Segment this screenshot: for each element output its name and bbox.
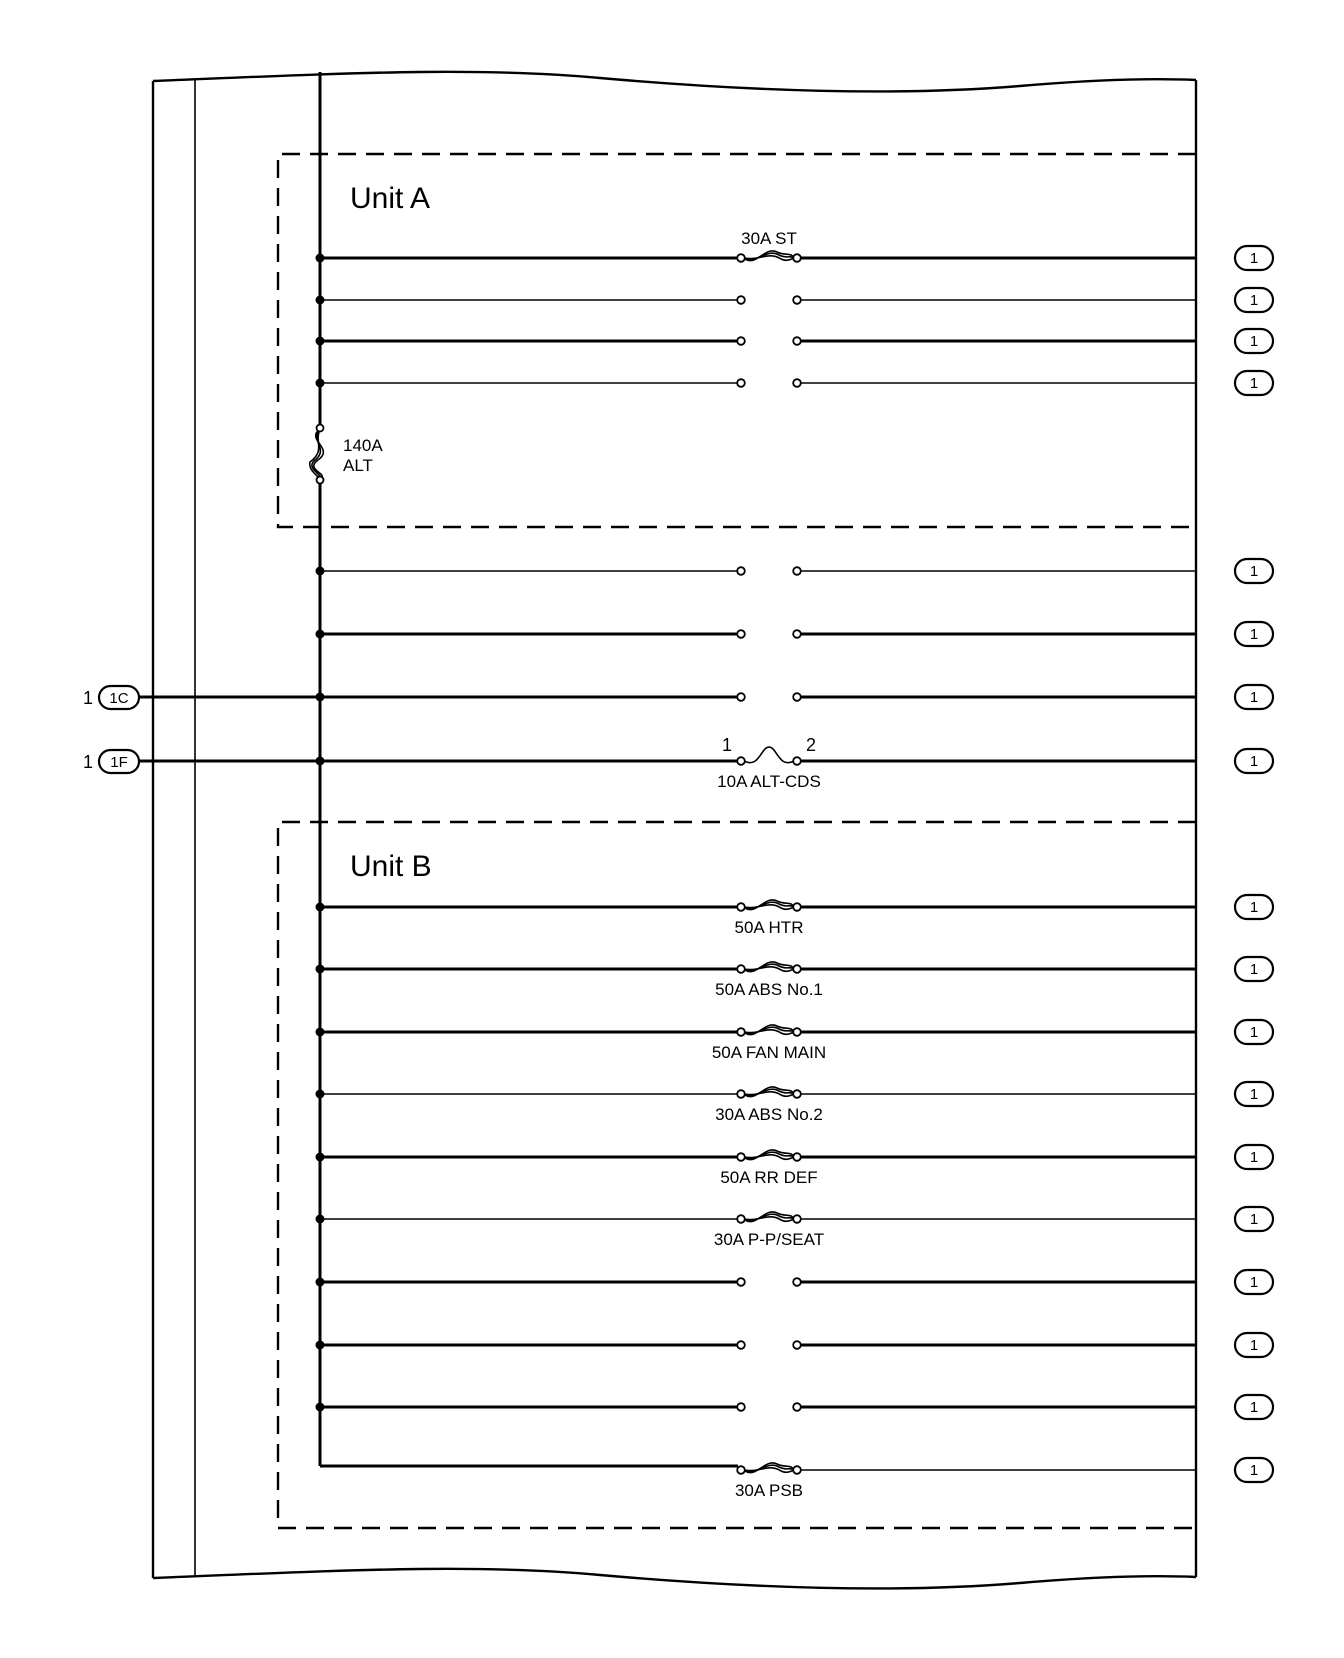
circuit-row: [316, 685, 1274, 709]
open-terminal: [793, 1278, 801, 1286]
open-terminal: [737, 1278, 745, 1286]
fusible-link: [744, 251, 794, 261]
unit-a-label: Unit A: [350, 182, 431, 215]
bus-junction: [316, 379, 325, 388]
circuit-row: [316, 735, 1274, 791]
open-terminal: [793, 1403, 801, 1411]
right-connector: [1235, 895, 1273, 919]
right-connector: [1235, 1458, 1273, 1482]
fuse-terminal: [793, 1466, 801, 1474]
circuit-row: [316, 1082, 1274, 1124]
right-connector-pin: 1: [1249, 1149, 1259, 1166]
open-terminal: [793, 1341, 801, 1349]
right-connector: [1235, 622, 1273, 646]
open-terminal: [737, 567, 745, 575]
right-connector-pin: 1: [1249, 961, 1259, 978]
fuse-label: 30A PSB: [734, 1481, 804, 1500]
fuse-terminal: [737, 965, 745, 973]
fuse-pin-right: 2: [806, 735, 817, 755]
open-terminal: [793, 630, 801, 638]
right-connector-pin: 1: [1249, 333, 1259, 350]
fusible-link: [744, 962, 794, 972]
fusible-link: [744, 1212, 794, 1222]
circuit-row: [316, 559, 1274, 583]
bus-junction: [316, 296, 325, 305]
right-connector: [1235, 288, 1273, 312]
fuse-terminal: [793, 1028, 801, 1036]
fusible-link: [744, 1025, 794, 1035]
right-connector-pin: 1: [1249, 626, 1259, 643]
right-connector-pin: 1: [1249, 899, 1259, 916]
left-connector-code: 1C: [109, 690, 129, 707]
fuse-terminal: [737, 1153, 745, 1161]
right-connector: [1235, 1333, 1273, 1357]
right-connector: [1235, 1270, 1273, 1294]
alt-fuse-rating: 140A: [343, 436, 383, 455]
fuse-terminal: [793, 1153, 801, 1161]
right-connector-pin: 1: [1249, 1274, 1259, 1291]
open-terminal: [793, 379, 801, 387]
open-terminal: [737, 296, 745, 304]
circuit-row: [316, 1020, 1274, 1062]
fuse-terminal: [737, 1466, 745, 1474]
fuse-label: 10A ALT-CDS: [717, 772, 821, 791]
right-connector: [1235, 749, 1273, 773]
right-connector: [1235, 1082, 1273, 1106]
bus-junction: [316, 965, 325, 974]
open-terminal: [793, 337, 801, 345]
circuit-row: [316, 229, 1274, 270]
right-connector: [1235, 1207, 1273, 1231]
circuit-row: [316, 895, 1274, 937]
circuit-row: [735, 1458, 1273, 1500]
circuit-row: [316, 371, 1274, 395]
fuse-label: 50A HTR: [734, 918, 804, 937]
right-connector-pin: 1: [1249, 375, 1259, 392]
open-terminal: [793, 567, 801, 575]
circuit-row: [316, 622, 1274, 646]
alt-fuse-name: ALT: [343, 456, 373, 475]
right-connector: [1235, 1145, 1273, 1169]
open-terminal: [737, 693, 745, 701]
open-terminal: [737, 630, 745, 638]
bus-junction: [316, 1278, 325, 1287]
circuit-row: [316, 1207, 1274, 1249]
right-connector-pin: 1: [1249, 250, 1259, 267]
fuse-terminal: [737, 254, 745, 262]
bus-junction: [316, 567, 325, 576]
sheet-frame-top: [153, 72, 1196, 92]
right-connector: [1235, 1395, 1273, 1419]
bus-junction: [316, 903, 325, 912]
circuit-row: [316, 1270, 1274, 1294]
right-connector: [1235, 246, 1273, 270]
fuse-label: 50A RR DEF: [720, 1168, 818, 1187]
fuse-label: 30A ABS No.2: [715, 1105, 823, 1124]
right-connector: [1235, 957, 1273, 981]
circuit-row: [316, 288, 1274, 312]
fuse-terminal: [793, 757, 801, 765]
right-connector-pin: 1: [1249, 1337, 1259, 1354]
circuit-row: [316, 329, 1274, 353]
right-connector-pin: 1: [1249, 1399, 1259, 1416]
open-terminal: [737, 379, 745, 387]
fusible-link: [744, 900, 794, 910]
fuse-terminal: [793, 1215, 801, 1223]
right-connector-pin: 1: [1249, 292, 1259, 309]
bus-junction: [316, 1028, 325, 1037]
right-connector-pin: 1: [1249, 1462, 1259, 1479]
bus-junction: [316, 1215, 325, 1224]
right-connector-pin: 1: [1249, 689, 1259, 706]
fuse-label: 50A ABS No.1: [715, 980, 823, 999]
circuit-row: [316, 957, 1274, 999]
right-connector: [1235, 371, 1273, 395]
right-connector-pin: 1: [1249, 1086, 1259, 1103]
fuse-label: 50A FAN MAIN: [711, 1043, 827, 1062]
alt-main-fuse: [310, 425, 324, 484]
fuse-terminal: [793, 965, 801, 973]
fuse-terminal: [793, 1090, 801, 1098]
circuit-row: [316, 1145, 1274, 1187]
fuse-element: [744, 747, 794, 763]
fuse-pin-left: 1: [722, 735, 733, 755]
bus-junction: [316, 1090, 325, 1099]
right-connector-pin: 1: [1249, 753, 1259, 770]
bus-junction: [316, 757, 325, 766]
right-connector-pin: 1: [1249, 1211, 1259, 1228]
fuse-terminal: [737, 757, 745, 765]
circuit-rows: [316, 229, 1274, 1500]
right-connector: [1235, 329, 1273, 353]
unit-b-label: Unit B: [350, 850, 432, 883]
right-connector: [1235, 559, 1273, 583]
circuit-row: [316, 1395, 1274, 1419]
fusible-link: [744, 1463, 794, 1473]
left-connector-pin: 1: [83, 752, 94, 772]
right-connector: [1235, 685, 1273, 709]
right-connector-pin: 1: [1249, 563, 1259, 580]
left-connector-pin: 1: [83, 688, 94, 708]
bus-junction: [316, 254, 325, 263]
sheet-frame-bottom: [153, 1569, 1196, 1589]
fuse-terminal: [737, 1028, 745, 1036]
bus-junction: [316, 630, 325, 639]
open-terminal: [793, 296, 801, 304]
fuse-terminal: [793, 254, 801, 262]
fuse-terminal: [793, 903, 801, 911]
open-terminal: [737, 337, 745, 345]
fuse-terminal: [737, 1215, 745, 1223]
fuse-terminal: [737, 1090, 745, 1098]
fusible-link: [744, 1087, 794, 1097]
bus-junction: [316, 693, 325, 702]
circuit-row: [316, 1333, 1274, 1357]
fuse-label: 30A ST: [741, 229, 797, 248]
bus-junction: [316, 337, 325, 346]
open-terminal: [737, 1341, 745, 1349]
right-connector: [1235, 1020, 1273, 1044]
fusible-link: [744, 1150, 794, 1160]
open-terminal: [737, 1403, 745, 1411]
right-connector-pin: 1: [1249, 1024, 1259, 1041]
bus-junction: [316, 1153, 325, 1162]
fuse-terminal: [737, 903, 745, 911]
fuse-label: 30A P-P/SEAT: [713, 1230, 825, 1249]
bus-junction: [316, 1341, 325, 1350]
left-connector-code: 1F: [110, 754, 128, 771]
bus-junction: [316, 1403, 325, 1412]
open-terminal: [793, 693, 801, 701]
